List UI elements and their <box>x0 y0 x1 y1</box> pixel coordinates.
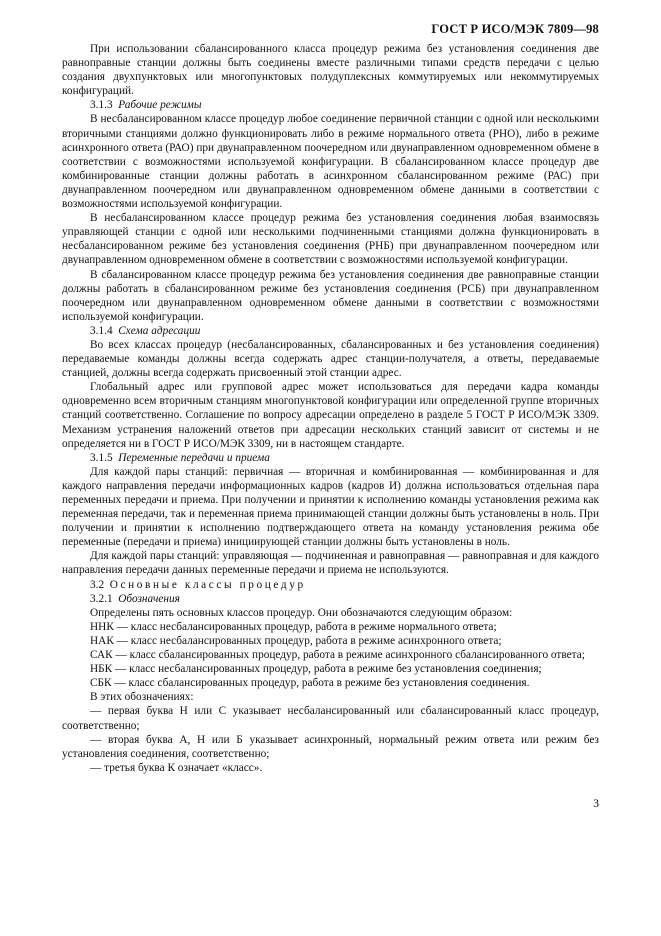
section-heading-3-2 <box>62 578 599 592</box>
paragraph: Для каждой пары станций: первичная — вторичная и комбинированная — комбинированная и для каждого направления передачи информационных кадров (кадров И) должна использоваться отдельная пара переменных передачи и приема. При получении и принятии к исполнению команды установления режима как переменная передачи, так и переменная приема принимающей станции должны быть установлены в ноль. При получении и принятии к исполнению подтверждающего ответа на команду установления режима обе переменные (передачи и приема) инициирующей станции должны быть установлены в ноль. <box>62 465 599 549</box>
document-code-header: ГОСТ Р ИСО/МЭК 7809—98 <box>431 22 599 36</box>
heading-number: 3.1.5 <box>90 451 113 464</box>
heading-number: 3.1.4 <box>90 324 113 337</box>
paragraph: При использовании сбалансированного класса процедур режима без установления соединения две равноправные станции должны быть соединены вместе различными типами средств передачи с целью создания двухпунктовых или многопунктовых полудуплексных коммутируемых или некоммутируемых конфигураций. <box>62 43 599 98</box>
paragraph: Для каждой пары станций: управляющая — подчиненная и равноправная — равноправная и для каждого направления передачи данных переменные передачи и приема не используются. <box>62 550 599 577</box>
list-item: САК — класс сбалансированных процедур, работа в режиме асинхронного сбалансированного ответа; <box>90 649 585 662</box>
list-item: СБК — класс сбалансированных процедур, работа в режиме без установления соединения. <box>90 677 530 690</box>
heading-number: 3.1.3 <box>90 99 113 112</box>
list-item: НАК — класс несбалансированных процедур, работа в режиме асинхронного ответа; <box>90 634 502 647</box>
heading-number: 3.2.1 <box>90 592 113 605</box>
heading-number: 3.2 <box>90 578 105 591</box>
list-item: ННК — класс несбалансированных процедур, работа в режиме нормального ответа; <box>90 620 497 633</box>
paragraph: Определены пять основных классов процедур. Они обозначаются следующим образом: <box>90 606 513 619</box>
page-number: 3 <box>593 798 599 810</box>
paragraph: В сбалансированном классе процедур режима без установления соединения две равноправные станции должны работать в сбалансированном режиме без установления соединения (РСБ) при двунаправленном поочередном или двунаправленном одновременном обмене данными в соответствии с возможностями используемой конфигурации. <box>62 268 599 323</box>
section-heading-3-1-3 <box>62 98 599 112</box>
list-item: НБК — класс несбалансированных процедур, работа в режиме без установления соединения; <box>90 663 542 676</box>
paragraph: В несбалансированном классе процедур любое соединение первичной станции с одной или несколькими вторичными станциями должно функционировать либо в режиме нормального ответа (РНО), либо в режиме асинхронного ответа (РАО) при двунаправленном поочередном или двунаправленном одновременном обмене в соответствии с возможностями используемой конфигурации. В сбалансированном классе процедур две комбинированные станции должны работать в асинхронном сбалансированном режиме (РАС) при двунаправленном поочередном или двунаправленном одновременном обмене данными в соответствии с возможностями используемой конфигурации. <box>62 113 599 211</box>
heading-title: Обозначения <box>118 592 180 605</box>
list-item: — вторая буква А, Н или Б указывает асинхронный, нормальный режим ответа или режим без установления соединения, соответственно; <box>62 733 599 760</box>
paragraph: Глобальный адрес или групповой адрес может использоваться для передачи кадра команды одновременно всем вторичным станциям многопунктовой конфигурации или определенной группе вторичных станций соответственно. Соглашение по вопросу адресации определено в разделе 5 ГОСТ Р ИСО/МЭК 3309. Механизм устранения наложений ответов при адресации нескольких станций зависит от системы и не определяется ни в ГОСТ Р ИСО/МЭК 3309, ни в настоящем стандарте. <box>62 381 599 450</box>
heading-title: Основные классы процедур <box>109 578 306 591</box>
section-heading-3-2-1 <box>62 592 599 606</box>
paragraph: Во всех классах процедур (несбалансированных, сбалансированных и без установления соединения) передаваемые команды должны всегда содержать адрес станции-получателя, а ответы, передаваемые станцией, должны всегда содержать присвоенный этой станции адрес. <box>62 338 599 380</box>
page-body <box>62 42 599 775</box>
list-item: — третья буква К означает «класс». <box>90 761 263 774</box>
heading-title: Рабочие режимы <box>118 99 202 112</box>
paragraph: В несбалансированном классе процедур режима без установления соединения любая взаимосвязь управляющей станции с одной или несколькими подчиненными станциями должна функционировать в несбалансированном режиме без установления соединения (РНБ) при двунаправленном поочередном или двунаправленном одновременном обмене в соответствии с возможностями используемой конфигурации. <box>62 212 599 267</box>
heading-title: Переменные передачи и приема <box>118 451 270 464</box>
heading-title: Схема адресации <box>118 324 201 337</box>
section-heading-3-1-4 <box>62 324 599 338</box>
section-heading-3-1-5 <box>62 451 599 465</box>
list-item: — первая буква Н или С указывает несбалансированный или сбалансированный класс процедур, соответственно; <box>62 705 599 732</box>
paragraph: В этих обозначениях: <box>90 691 194 704</box>
